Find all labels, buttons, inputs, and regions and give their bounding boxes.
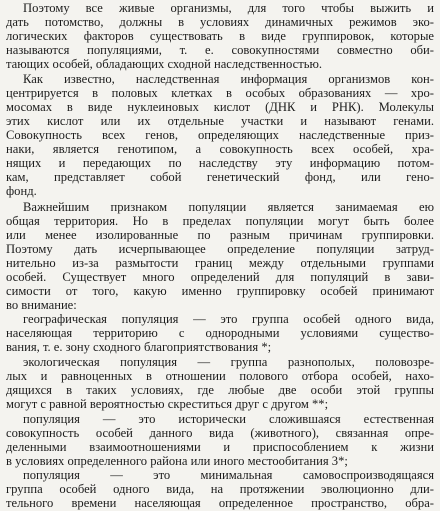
text-line: центрируется в половых клетках в особых образованиях — хро- <box>6 86 434 100</box>
text-line: мосомах в виде нуклеиновых кислот (ДНК и РНК). Молекулы <box>6 100 434 114</box>
text-line: логических факторов существовать в виде группировок, которые <box>6 29 434 43</box>
text-line: этих кислот или их отдельные участки и называют генами. <box>6 114 434 128</box>
text-line: вания, т. е. зону сходного благоприятствования *; <box>6 340 272 354</box>
text-line: кам, представляет собой генетический фонд, или генo- <box>6 170 434 184</box>
text-line: популяция — это минимальная самовоспроизводящаяся <box>23 468 434 482</box>
text-line: популяция — это исторически сложившаяся естественная <box>23 412 434 426</box>
text-line: общая территория. Но в пределах популяции могут быть более <box>6 214 434 228</box>
text-line: дящихся в таких условиях, где любые две особи этой группы <box>6 383 434 397</box>
text-line: географическая популяция — это группа особей одного вида, <box>23 312 434 326</box>
text-line: дать потомство, должны в условиях динамичных режимов эко- <box>6 15 434 29</box>
text-line: могут с равной вероятностью скреститься друг с другом **; <box>6 397 329 411</box>
text-line: в условиях определенного района или иного местообитания 3*; <box>6 454 348 468</box>
text-line: называются популяциями, т. е. совокупностями совместно оби- <box>6 43 434 57</box>
text-line: симости от того, какую именно группировку особей принимают <box>6 284 434 298</box>
text-line: группа особей одного вида, на протяжении эволюционно дли- <box>6 482 434 496</box>
text-line: совокупность особей данного вида (животного), связанная опре- <box>6 426 434 440</box>
text-line: Поэтому дать исчерпывающее определение популяции затруд- <box>6 242 434 256</box>
text-line: нительно из-за размытости границ между отдельными группами <box>6 256 434 270</box>
text-line: Поэтому все живые организмы, для того чтобы выжить и <box>23 1 434 15</box>
text-line: лых и равноценных в отношении полового отбора особей, нахо- <box>6 369 434 383</box>
text-line: фонд. <box>6 184 37 198</box>
text-line: во внимание: <box>6 298 77 312</box>
text-line: тающих особей, обладающих сходной наследственностью. <box>6 57 323 71</box>
text-line: Совокупность всех генов, определяющих наследственные приз- <box>6 128 434 142</box>
text-line: наки, является генотипом, а совокупность всех особей, хра- <box>6 142 434 156</box>
text-line: Как известно, наследственная информация организмов кон- <box>23 72 434 86</box>
text-line: тельного времени населяющая определенное пространство, обра- <box>6 496 434 510</box>
text-line: нящих и передающих по наследству эту информацию потом- <box>6 156 434 170</box>
text-line: деленными взаимоотношениями и приспособлением к жизни <box>6 440 434 454</box>
text-line: экологическая популяция — группа разнополых, половозре- <box>23 355 434 369</box>
text-line: или менее изолированные по разным причинам группировки. <box>6 228 434 242</box>
text-line: Важнейшим признаком популяции является занимаемая ею <box>23 200 434 214</box>
text-line: населяющая территорию с однородными условиями существо- <box>6 326 434 340</box>
text-line: особей. Существует много определений для популяций в зави- <box>6 270 434 284</box>
